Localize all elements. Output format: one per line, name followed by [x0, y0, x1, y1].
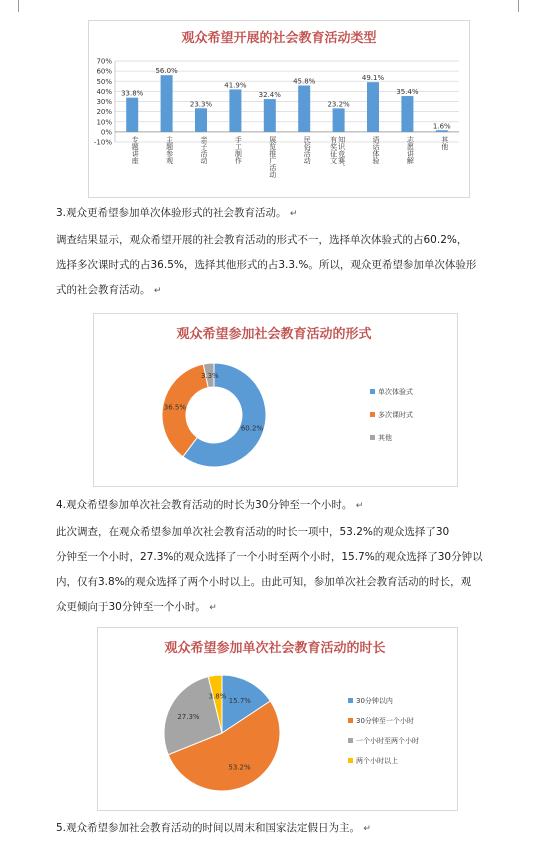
- chart-title: 观众希望参加单次社会教育活动的时长: [164, 641, 386, 656]
- legend-swatch: [348, 758, 353, 763]
- x-tick-label-group: [166, 135, 174, 165]
- x-tick-label: 亲子活动: [200, 135, 208, 164]
- x-tick-label-group: [269, 135, 277, 179]
- legend-swatch: [348, 718, 353, 723]
- x-tick-label: 知识竞赛、: [337, 135, 346, 171]
- x-tick-label: 语话体验: [372, 135, 380, 164]
- bar: [298, 86, 310, 132]
- x-tick-label: 其他: [440, 135, 449, 150]
- data-label: 56.0%: [155, 67, 178, 76]
- data-label: 27.3%: [177, 712, 200, 721]
- legend-label: 多次课时式: [378, 411, 413, 419]
- data-label: 33.8%: [121, 89, 144, 98]
- legend-label: 两个小时以上: [356, 757, 398, 765]
- x-tick-label-group: [372, 135, 380, 164]
- y-tick-label: 10%: [96, 118, 112, 127]
- section-heading-4: 4.观众希望参加单次社会教育活动的时长为30分钟至一个小时。 ↵: [56, 499, 364, 511]
- donut-chart: [94, 314, 457, 486]
- legend-swatch: [370, 435, 375, 440]
- bar: [229, 89, 241, 131]
- data-label: 45.8%: [293, 77, 316, 86]
- y-tick-label: 40%: [96, 87, 112, 96]
- legend-label: 30分钟至一个小时: [356, 717, 414, 725]
- legend-label: 一个小时至两个小时: [356, 737, 419, 745]
- y-tick-label: 50%: [96, 77, 112, 86]
- section-heading-3: 3.观众更希望参加单次体验形式的社会教育活动。 ↵: [56, 207, 298, 219]
- chart-title: 观众希望参加社会教育活动的形式: [176, 327, 372, 342]
- bar: [436, 130, 448, 132]
- y-tick-label: 20%: [96, 108, 112, 117]
- x-tick-label: 手工制作: [234, 135, 243, 164]
- page-corner-marker-left: [6, 0, 19, 12]
- data-label: 3.3%: [200, 372, 219, 381]
- legend-label: 单次体验式: [378, 388, 413, 396]
- data-label: 23.2%: [327, 100, 350, 109]
- data-label: 15.7%: [228, 696, 251, 705]
- data-label: 36.5%: [163, 403, 187, 412]
- y-tick-label: 30%: [96, 98, 112, 106]
- x-tick-label-group: [234, 135, 242, 165]
- x-tick-label-group: [303, 135, 311, 165]
- legend-swatch: [348, 698, 353, 703]
- data-label: 3.8%: [208, 692, 227, 701]
- data-label: 23.3%: [189, 100, 213, 109]
- section-heading-5: 5.观众希望参加社会教育活动的时间以周末和国家法定假日为主。 ↵: [56, 822, 371, 834]
- x-tick-label-group: [440, 135, 449, 151]
- data-label: 32.4%: [258, 91, 281, 100]
- paragraph-4-line: 此次调查，在观众希望参加单次社会教育活动的时长一项中，53.2%的观众选择了30: [56, 526, 450, 538]
- data-label: 60.2%: [240, 424, 264, 433]
- legend-label: 30分钟以内: [356, 697, 393, 705]
- x-tick-label: 专题讲座: [131, 135, 140, 164]
- data-label: 41.9%: [224, 81, 247, 90]
- data-label: 49.1%: [361, 74, 385, 83]
- y-tick-label: 60%: [96, 67, 112, 76]
- bar-chart: [89, 21, 469, 197]
- paragraph-3-line: 调查结果显示，观众希望开展的社会教育活动的形式不一，选择单次体验式的占60.2%，: [56, 234, 468, 246]
- donut-chart-box: [93, 313, 458, 487]
- x-tick-label-group: [131, 135, 139, 165]
- paragraph-4-line: 分钟至一个小时，27.3%的观众选择了一个小时至两个小时，15.7%的观众选择了30分钟以: [56, 551, 483, 563]
- paragraph-4: [56, 520, 526, 621]
- pie-chart-box: [97, 627, 458, 811]
- bar: [367, 82, 379, 132]
- page-corner-marker-right: [518, 0, 539, 12]
- x-tick-label-group: [330, 135, 346, 171]
- x-tick-label: 主题参观: [165, 135, 174, 164]
- legend-swatch: [370, 389, 375, 394]
- bar: [126, 98, 138, 132]
- bar-chart-box: [88, 20, 470, 198]
- bar: [401, 96, 413, 132]
- legend-swatch: [370, 412, 375, 417]
- legend-swatch: [348, 738, 353, 743]
- x-tick-label: 志愿讲解: [406, 135, 415, 164]
- bar: [195, 108, 207, 132]
- x-tick-label: 有奖征文: [329, 135, 338, 164]
- paragraph-4-line: 众更倾向于30分钟至一个小时。 ↵: [56, 601, 217, 613]
- paragraph-3-line: 选择多次课时式的占36.5%，选择其他形式的占3.3.%。所以，观众更希望参加单次体验形: [56, 259, 477, 271]
- bar: [264, 99, 276, 132]
- bar: [161, 75, 173, 132]
- paragraph-4-line: 内，仅有3.8%的观众选择了两个小时以上。由此可知，参加单次社会教育活动的时长，观: [56, 576, 472, 588]
- data-label: 35.4%: [396, 88, 419, 97]
- x-tick-label: 民俗活动: [303, 135, 312, 164]
- x-tick-label-group: [406, 135, 415, 165]
- x-tick-label-group: [200, 135, 208, 165]
- bar: [333, 108, 345, 131]
- chart-title: 观众希望开展的社会教育活动类型: [181, 31, 377, 46]
- legend-label: 其他: [378, 434, 392, 442]
- y-tick-label: 70%: [96, 57, 112, 66]
- paragraph-3-line: 式的社会教育活动。 ↵: [56, 284, 162, 296]
- pie-chart: [98, 628, 457, 810]
- x-tick-label: 展览推广活动: [268, 135, 277, 178]
- paragraph-3: [56, 228, 526, 304]
- y-tick-label: -10%: [93, 138, 112, 147]
- y-tick-label: 0%: [100, 128, 112, 137]
- data-label: 53.2%: [228, 763, 251, 772]
- data-label: 1.6%: [432, 122, 451, 131]
